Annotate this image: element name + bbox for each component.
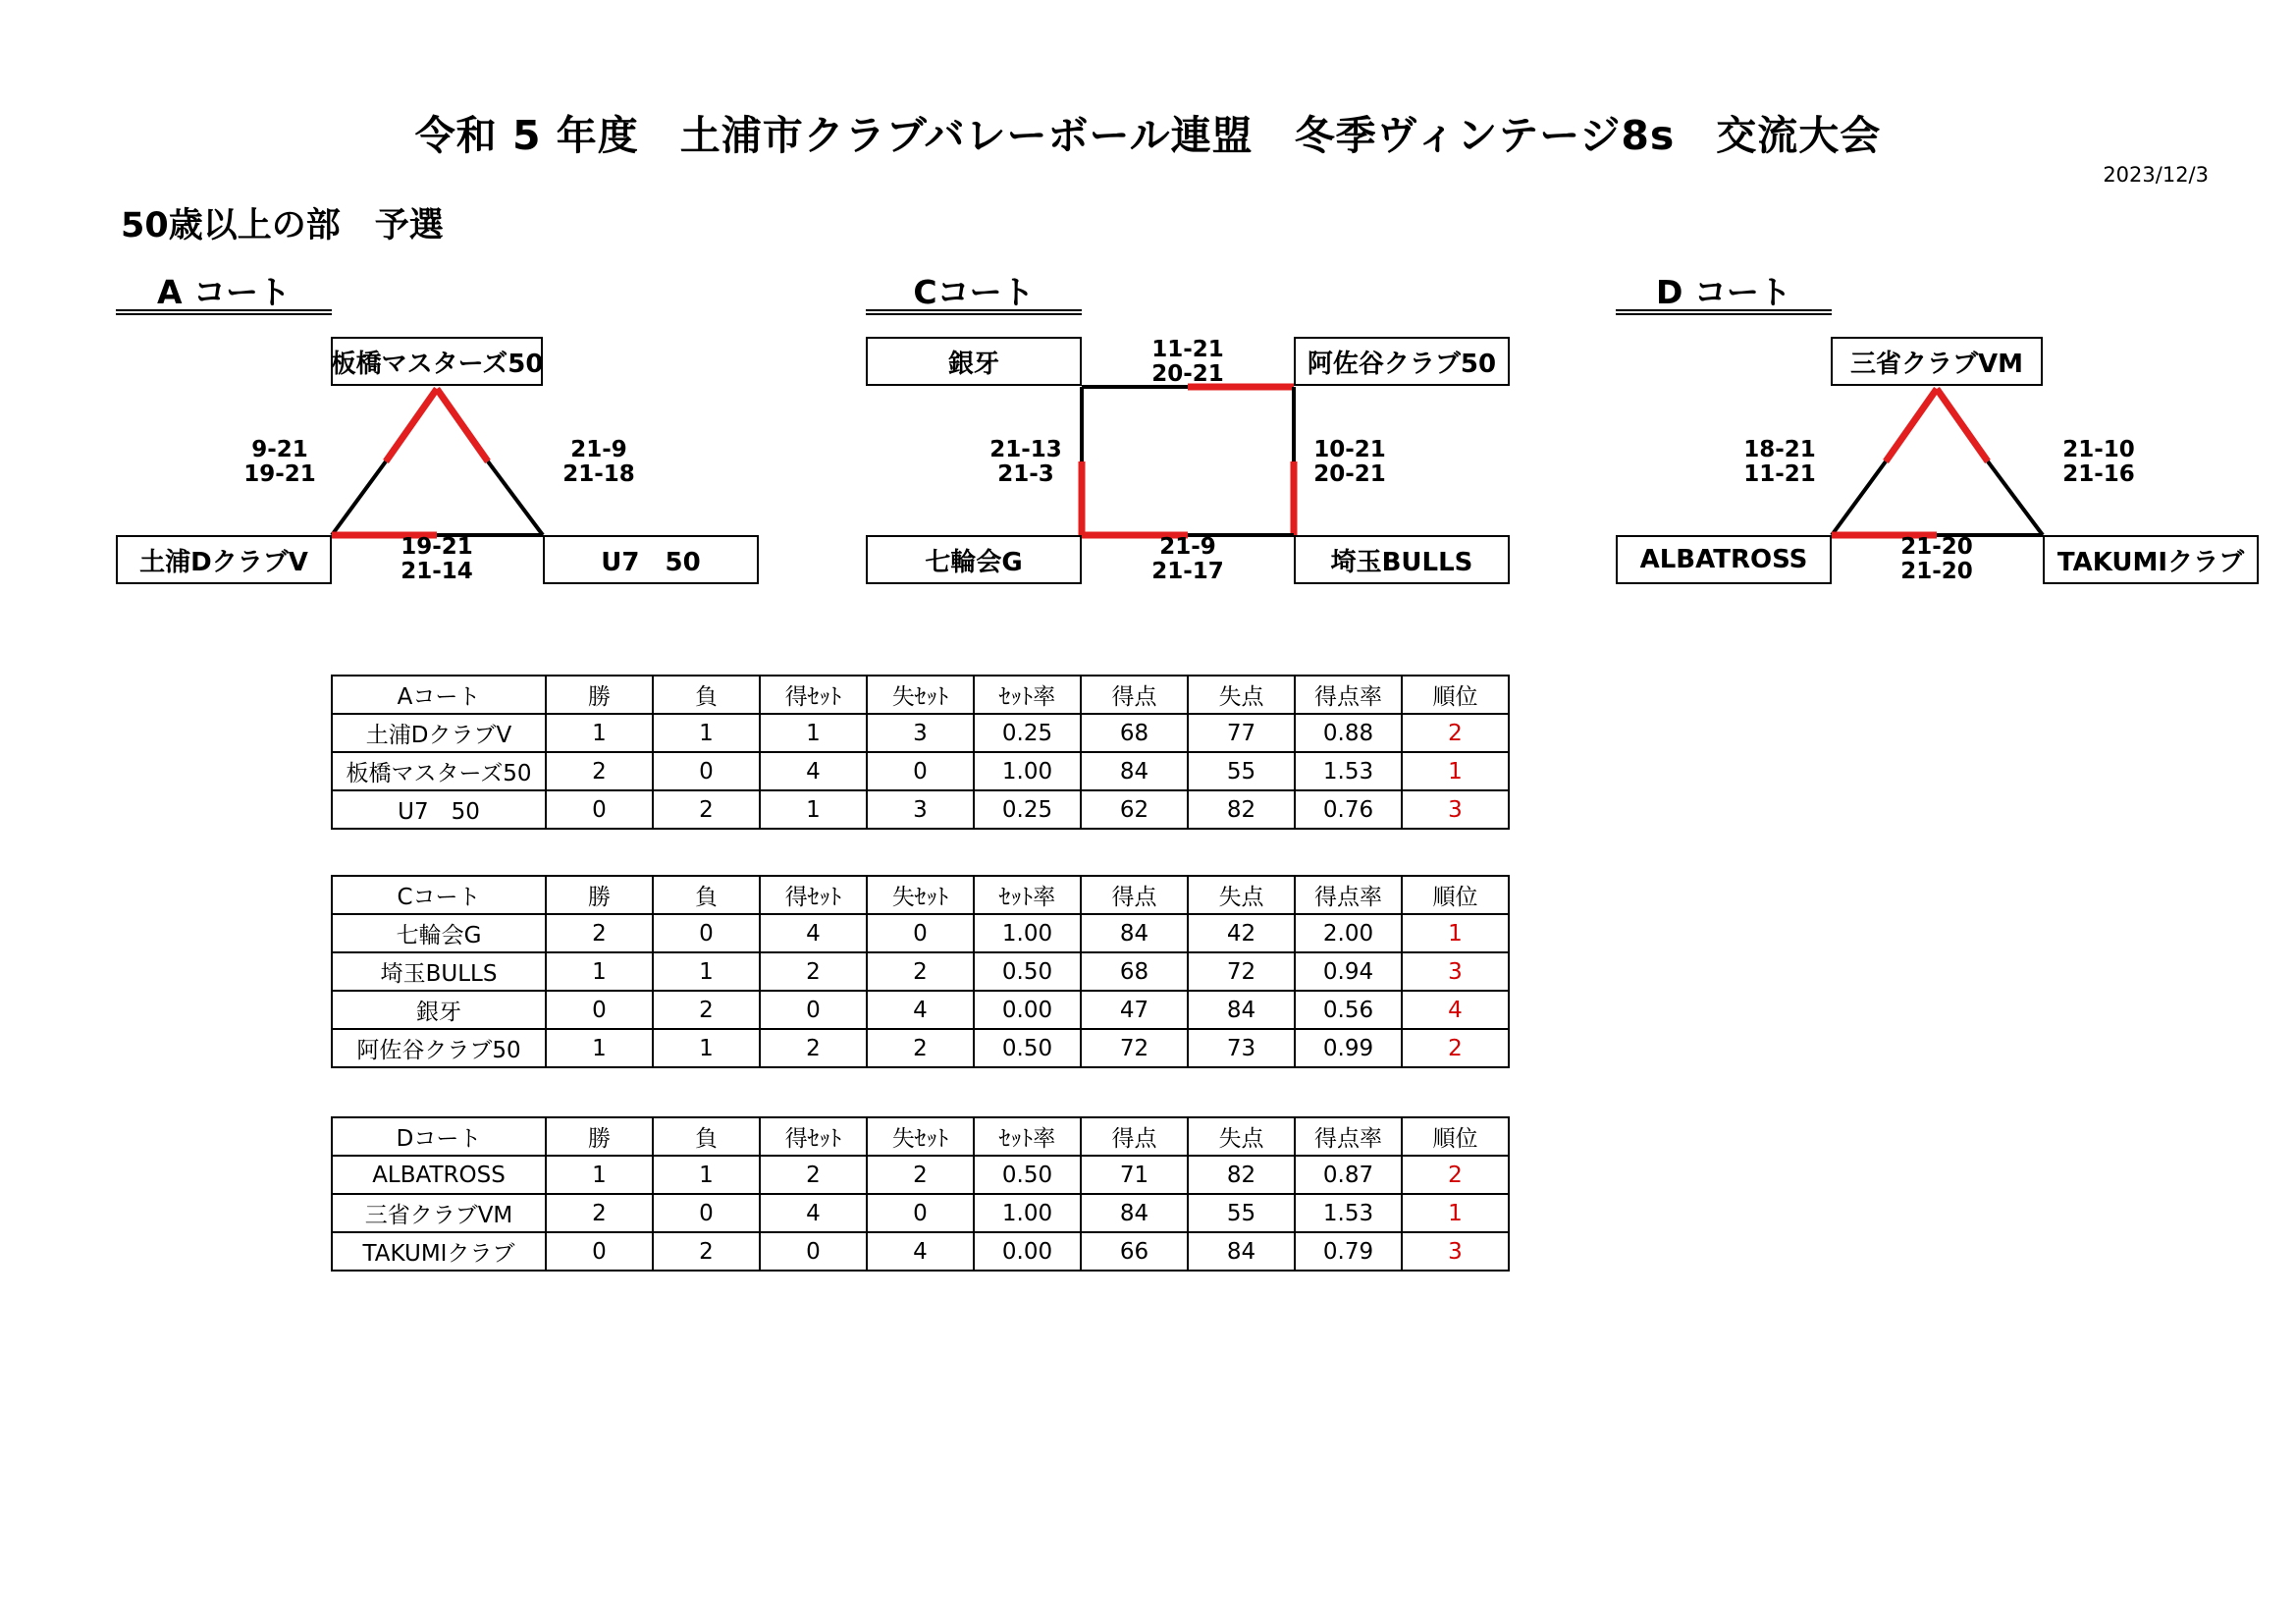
rank: 3 xyxy=(1402,952,1509,991)
sets-won: 4 xyxy=(760,752,867,790)
point-ratio: 0.79 xyxy=(1295,1232,1402,1271)
court-a-left-edge-black xyxy=(332,461,386,535)
column-header: 順位 xyxy=(1402,876,1509,914)
sets-lost: 0 xyxy=(867,752,974,790)
standings-table-a xyxy=(331,675,1510,830)
column-header: 勝 xyxy=(546,676,653,714)
score-line: 18-21 xyxy=(1743,437,1816,462)
sets-won: 1 xyxy=(760,714,867,752)
table-row xyxy=(332,991,1509,1029)
section-heading: 50歳以上の部 予選 xyxy=(121,206,444,245)
points-for: 71 xyxy=(1081,1156,1188,1194)
score-line: 11-21 xyxy=(1151,337,1224,362)
court-c-label: Cコート xyxy=(913,273,1035,311)
column-header: 失点 xyxy=(1188,876,1295,914)
table-header-row xyxy=(332,876,1509,914)
column-header: 順位 xyxy=(1402,1117,1509,1156)
wins: 0 xyxy=(546,991,653,1029)
rank: 1 xyxy=(1402,752,1509,790)
points-for: 66 xyxy=(1081,1232,1188,1271)
court-d-left-edge-black xyxy=(1832,461,1886,535)
team-name: 埼玉BULLS xyxy=(332,952,546,991)
set-ratio: 0.50 xyxy=(974,1156,1081,1194)
losses: 0 xyxy=(653,1194,760,1232)
sets-won: 4 xyxy=(760,1194,867,1232)
sets-won: 4 xyxy=(760,914,867,952)
losses: 2 xyxy=(653,790,760,829)
rank: 2 xyxy=(1402,1156,1509,1194)
point-ratio: 2.00 xyxy=(1295,914,1402,952)
rank: 1 xyxy=(1402,914,1509,952)
point-ratio: 0.94 xyxy=(1295,952,1402,991)
points-against: 77 xyxy=(1188,714,1295,752)
table-header-row xyxy=(332,1117,1509,1156)
wins: 2 xyxy=(546,1194,653,1232)
court-a-team-right: U7 50 xyxy=(543,535,759,584)
sets-lost: 2 xyxy=(867,952,974,991)
points-for: 72 xyxy=(1081,1029,1188,1067)
sets-won: 1 xyxy=(760,790,867,829)
losses: 1 xyxy=(653,1156,760,1194)
point-ratio: 0.88 xyxy=(1295,714,1402,752)
rank: 2 xyxy=(1402,1029,1509,1067)
table-row xyxy=(332,752,1509,790)
column-header: 負 xyxy=(653,1117,760,1156)
score-line: 21-13 xyxy=(989,437,1062,462)
sets-lost: 4 xyxy=(867,991,974,1029)
column-header: 負 xyxy=(653,676,760,714)
event-date: 2023/12/3 xyxy=(2103,163,2209,187)
points-against: 55 xyxy=(1188,752,1295,790)
set-ratio: 0.25 xyxy=(974,790,1081,829)
sets-lost: 2 xyxy=(867,1029,974,1067)
court-d-team-right: TAKUMIクラブ xyxy=(2043,535,2259,584)
sets-lost: 2 xyxy=(867,1156,974,1194)
column-header: 得ｾｯﾄ xyxy=(760,876,867,914)
table-row xyxy=(332,1194,1509,1232)
set-ratio: 1.00 xyxy=(974,752,1081,790)
score-line: 21-20 xyxy=(1900,534,1973,560)
table-row xyxy=(332,714,1509,752)
court-header: Dコート xyxy=(332,1117,546,1156)
team-name: 阿佐谷クラブ50 xyxy=(332,1029,546,1067)
court-c-team-top-left: 銀牙 xyxy=(866,337,1082,386)
table-row xyxy=(332,1029,1509,1067)
losses: 2 xyxy=(653,1232,760,1271)
points-against: 55 xyxy=(1188,1194,1295,1232)
table-row xyxy=(332,1232,1509,1271)
team-name: ALBATROSS xyxy=(332,1156,546,1194)
point-ratio: 0.56 xyxy=(1295,991,1402,1029)
wins: 1 xyxy=(546,714,653,752)
wins: 1 xyxy=(546,1156,653,1194)
court-d-label: D コート xyxy=(1656,273,1791,311)
set-ratio: 1.00 xyxy=(974,1194,1081,1232)
column-header: 失点 xyxy=(1188,676,1295,714)
court-d-score-left-side xyxy=(1726,438,1834,487)
points-for: 68 xyxy=(1081,952,1188,991)
points-for: 84 xyxy=(1081,752,1188,790)
court-a-right-edge-black xyxy=(488,461,543,535)
column-header: 得点 xyxy=(1081,676,1188,714)
points-against: 84 xyxy=(1188,1232,1295,1271)
points-for: 62 xyxy=(1081,790,1188,829)
sets-lost: 3 xyxy=(867,790,974,829)
table-header-row xyxy=(332,676,1509,714)
sets-lost: 0 xyxy=(867,914,974,952)
score-line: 21-10 xyxy=(2062,437,2135,462)
table-row xyxy=(332,1156,1509,1194)
team-name: 三省クラブVM xyxy=(332,1194,546,1232)
column-header: 失ｾｯﾄ xyxy=(867,676,974,714)
points-for: 84 xyxy=(1081,1194,1188,1232)
score-line: 21-9 xyxy=(570,437,627,462)
rank: 2 xyxy=(1402,714,1509,752)
rank: 4 xyxy=(1402,991,1509,1029)
wins: 2 xyxy=(546,914,653,952)
column-header: 得点 xyxy=(1081,1117,1188,1156)
sets-won: 2 xyxy=(760,1029,867,1067)
score-line: 19-21 xyxy=(400,534,473,560)
losses: 1 xyxy=(653,952,760,991)
points-for: 68 xyxy=(1081,714,1188,752)
losses: 1 xyxy=(653,714,760,752)
court-a-score-right-side xyxy=(545,438,653,487)
points-for: 84 xyxy=(1081,914,1188,952)
column-header: 失点 xyxy=(1188,1117,1295,1156)
score-line: 11-21 xyxy=(1743,461,1816,487)
court-d-right-edge-red xyxy=(1937,389,1988,461)
table-row xyxy=(332,952,1509,991)
losses: 0 xyxy=(653,752,760,790)
score-line: 21-18 xyxy=(562,461,635,487)
court-c-score-right xyxy=(1296,438,1404,487)
point-ratio: 1.53 xyxy=(1295,1194,1402,1232)
court-d-left-edge-red xyxy=(1886,389,1937,461)
column-header: ｾｯﾄ率 xyxy=(974,1117,1081,1156)
standings-table-c xyxy=(331,875,1510,1068)
column-header: 得点率 xyxy=(1295,676,1402,714)
points-against: 73 xyxy=(1188,1029,1295,1067)
set-ratio: 0.00 xyxy=(974,991,1081,1029)
set-ratio: 0.00 xyxy=(974,1232,1081,1271)
sets-lost: 0 xyxy=(867,1194,974,1232)
sets-lost: 3 xyxy=(867,714,974,752)
court-c-team-top-right: 阿佐谷クラブ50 xyxy=(1294,337,1510,386)
page-title: 令和 5 年度 土浦市クラブバレーボール連盟 冬季ヴィンテージ8s 交流大会 xyxy=(414,112,1882,159)
column-header: 得点率 xyxy=(1295,1117,1402,1156)
wins: 0 xyxy=(546,790,653,829)
score-line: 21-16 xyxy=(2062,461,2135,487)
points-for: 47 xyxy=(1081,991,1188,1029)
points-against: 42 xyxy=(1188,914,1295,952)
court-a-left-edge-red xyxy=(386,389,437,461)
score-line: 21-3 xyxy=(997,461,1054,487)
sets-won: 0 xyxy=(760,1232,867,1271)
court-header: Cコート xyxy=(332,876,546,914)
sets-won: 2 xyxy=(760,952,867,991)
set-ratio: 0.25 xyxy=(974,714,1081,752)
court-d-score-bottom xyxy=(1883,535,1991,584)
column-header: ｾｯﾄ率 xyxy=(974,676,1081,714)
column-header: ｾｯﾄ率 xyxy=(974,876,1081,914)
points-against: 84 xyxy=(1188,991,1295,1029)
court-a-team-left: 土浦DクラブⅤ xyxy=(116,535,332,584)
wins: 1 xyxy=(546,952,653,991)
team-name: TAKUMIクラブ xyxy=(332,1232,546,1271)
column-header: 順位 xyxy=(1402,676,1509,714)
points-against: 72 xyxy=(1188,952,1295,991)
points-against: 82 xyxy=(1188,1156,1295,1194)
column-header: 勝 xyxy=(546,1117,653,1156)
column-header: 得点 xyxy=(1081,876,1188,914)
team-name: 板橋マスターズ50 xyxy=(332,752,546,790)
court-d-team-left: ALBATROSS xyxy=(1616,535,1832,584)
column-header: 勝 xyxy=(546,876,653,914)
court-a-label: A コート xyxy=(156,273,292,311)
team-name: 土浦DクラブⅤ xyxy=(332,714,546,752)
sets-won: 2 xyxy=(760,1156,867,1194)
court-a-right-edge-red xyxy=(437,389,488,461)
point-ratio: 1.53 xyxy=(1295,752,1402,790)
wins: 1 xyxy=(546,1029,653,1067)
court-header: Aコート xyxy=(332,676,546,714)
team-name: 七輪会G xyxy=(332,914,546,952)
losses: 2 xyxy=(653,991,760,1029)
score-line: 9-21 xyxy=(251,437,308,462)
court-a-score-left-side xyxy=(226,438,334,487)
team-name: U7 50 xyxy=(332,790,546,829)
sets-lost: 4 xyxy=(867,1232,974,1271)
set-ratio: 0.50 xyxy=(974,952,1081,991)
column-header: 得ｾｯﾄ xyxy=(760,1117,867,1156)
points-against: 82 xyxy=(1188,790,1295,829)
point-ratio: 0.99 xyxy=(1295,1029,1402,1067)
score-line: 10-21 xyxy=(1313,437,1386,462)
table-row xyxy=(332,790,1509,829)
table-row xyxy=(332,914,1509,952)
score-line: 20-21 xyxy=(1151,361,1224,387)
score-line: 20-21 xyxy=(1313,461,1386,487)
court-a-score-bottom xyxy=(383,535,491,584)
column-header: 失ｾｯﾄ xyxy=(867,1117,974,1156)
court-c-score-left xyxy=(972,438,1080,487)
score-line: 21-17 xyxy=(1151,559,1224,584)
court-c-score-bottom xyxy=(1134,535,1242,584)
standings-table-d xyxy=(331,1116,1510,1272)
rank: 1 xyxy=(1402,1194,1509,1232)
set-ratio: 0.50 xyxy=(974,1029,1081,1067)
wins: 2 xyxy=(546,752,653,790)
score-line: 21-20 xyxy=(1900,559,1973,584)
column-header: 負 xyxy=(653,876,760,914)
court-d-right-edge-black xyxy=(1988,461,2043,535)
set-ratio: 1.00 xyxy=(974,914,1081,952)
sets-won: 0 xyxy=(760,991,867,1029)
rank: 3 xyxy=(1402,790,1509,829)
column-header: 得点率 xyxy=(1295,876,1402,914)
score-line: 19-21 xyxy=(243,461,316,487)
court-d-score-right-side xyxy=(2045,438,2153,487)
court-c-team-bottom-right: 埼玉BULLS xyxy=(1294,535,1510,584)
losses: 1 xyxy=(653,1029,760,1067)
wins: 0 xyxy=(546,1232,653,1271)
court-a-team-top: 板橋マスターズ50 xyxy=(331,337,543,386)
court-d-team-top: 三省クラブVM xyxy=(1831,337,2043,386)
losses: 0 xyxy=(653,914,760,952)
column-header: 失ｾｯﾄ xyxy=(867,876,974,914)
point-ratio: 0.87 xyxy=(1295,1156,1402,1194)
court-c-team-bottom-left: 七輪会G xyxy=(866,535,1082,584)
column-header: 得ｾｯﾄ xyxy=(760,676,867,714)
score-line: 21-9 xyxy=(1159,534,1216,560)
score-line: 21-14 xyxy=(400,559,473,584)
point-ratio: 0.76 xyxy=(1295,790,1402,829)
rank: 3 xyxy=(1402,1232,1509,1271)
court-c-score-top xyxy=(1134,338,1242,387)
team-name: 銀牙 xyxy=(332,991,546,1029)
